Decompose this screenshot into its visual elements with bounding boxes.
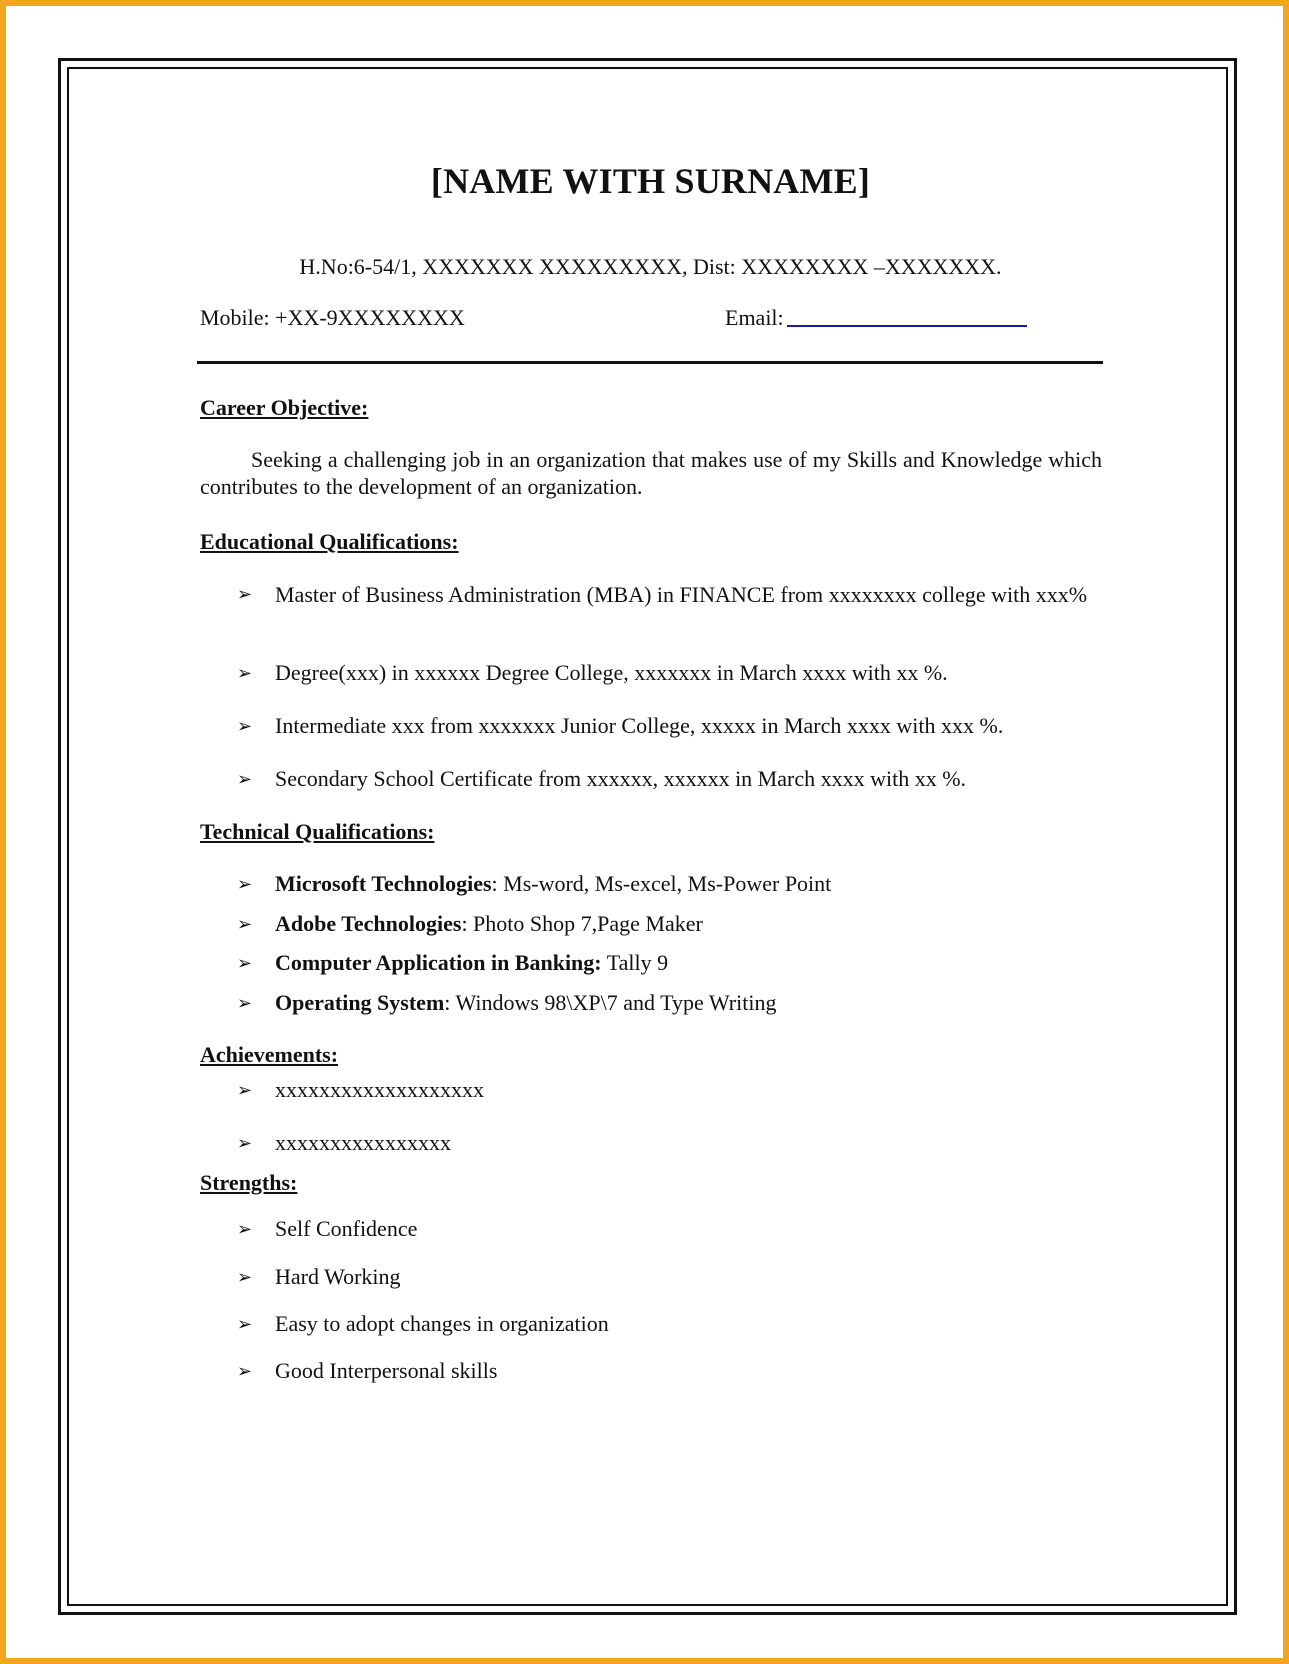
strengths-heading: Strengths: — [200, 1170, 298, 1195]
bullet-arrow-icon: ➢ — [237, 663, 253, 683]
technical-item — [275, 911, 703, 937]
education-item: Master of Business Administration (MBA) in FINANCE from xxxxxxxx college with xxx% — [275, 582, 1088, 607]
education-heading: Educational Qualifications: — [200, 529, 459, 554]
bullet-arrow-icon: ➢ — [237, 1267, 253, 1287]
career-objective-text: Seeking a challenging job in an organization that makes use of my Skills and Knowledge which contributes to the development of an organization. — [200, 447, 1102, 499]
bullet-arrow-icon: ➢ — [237, 1133, 253, 1153]
technical-item — [275, 871, 831, 897]
header-divider — [197, 361, 1103, 364]
technical-item — [275, 950, 668, 976]
bullet-arrow-icon: ➢ — [237, 914, 253, 934]
strength-item: Easy to adopt changes in organization — [275, 1311, 609, 1336]
bullet-arrow-icon: ➢ — [237, 584, 253, 604]
bullet-arrow-icon: ➢ — [237, 1080, 253, 1100]
education-item: Degree(xxx) in xxxxxx Degree College, xxxxxxx in March xxxx with xx %. — [275, 660, 948, 685]
technical-item-value: : Photo Shop 7,Page Maker — [461, 911, 703, 936]
technical-item-value: : Windows 98\XP\7 and Type Writing — [444, 990, 777, 1015]
email-link-underline[interactable] — [787, 325, 1027, 327]
technical-heading: Technical Qualifications: — [200, 819, 435, 844]
bullet-arrow-icon: ➢ — [237, 1219, 253, 1239]
strength-item: Self Confidence — [275, 1216, 418, 1241]
strength-item: Hard Working — [275, 1264, 401, 1289]
achievement-item: xxxxxxxxxxxxxxxx — [275, 1130, 451, 1155]
technical-item-value: : Ms-word, Ms-excel, Ms-Power Point — [491, 871, 832, 896]
mobile-number: Mobile: +XX-9XXXXXXXX — [200, 305, 465, 330]
technical-item-label: Operating System — [275, 990, 445, 1015]
strength-item: Good Interpersonal skills — [275, 1358, 498, 1383]
bullet-arrow-icon: ➢ — [237, 874, 253, 894]
bullet-arrow-icon: ➢ — [237, 1314, 253, 1334]
bullet-arrow-icon: ➢ — [237, 953, 253, 973]
technical-item — [275, 990, 776, 1016]
bullet-arrow-icon: ➢ — [237, 993, 253, 1013]
achievements-heading: Achievements: — [200, 1042, 339, 1067]
technical-item-label: Adobe Technologies — [275, 911, 462, 936]
education-item: Secondary School Certificate from xxxxxx, xxxxxx in March xxxx with xx %. — [275, 766, 967, 791]
bullet-arrow-icon: ➢ — [237, 1361, 253, 1381]
address-line: H.No:6-54/1, XXXXXXX XXXXXXXXX, Dist: XXXXXXXX –XXXXXXX. — [299, 254, 1002, 279]
education-item: Intermediate xxx from xxxxxxx Junior College, xxxxx in March xxxx with xxx %. — [275, 713, 1004, 738]
bullet-arrow-icon: ➢ — [237, 769, 253, 789]
email-label: Email: — [725, 305, 784, 330]
name-title: [NAME WITH SURNAME] — [430, 161, 871, 201]
technical-item-label: Microsoft Technologies — [275, 871, 492, 896]
achievement-item: xxxxxxxxxxxxxxxxxxx — [275, 1077, 484, 1102]
technical-item-value: Tally 9 — [601, 950, 669, 975]
bullet-arrow-icon: ➢ — [237, 716, 253, 736]
technical-item-label: Computer Application in Banking: — [275, 950, 602, 975]
career-objective-heading: Career Objective: — [200, 395, 369, 420]
